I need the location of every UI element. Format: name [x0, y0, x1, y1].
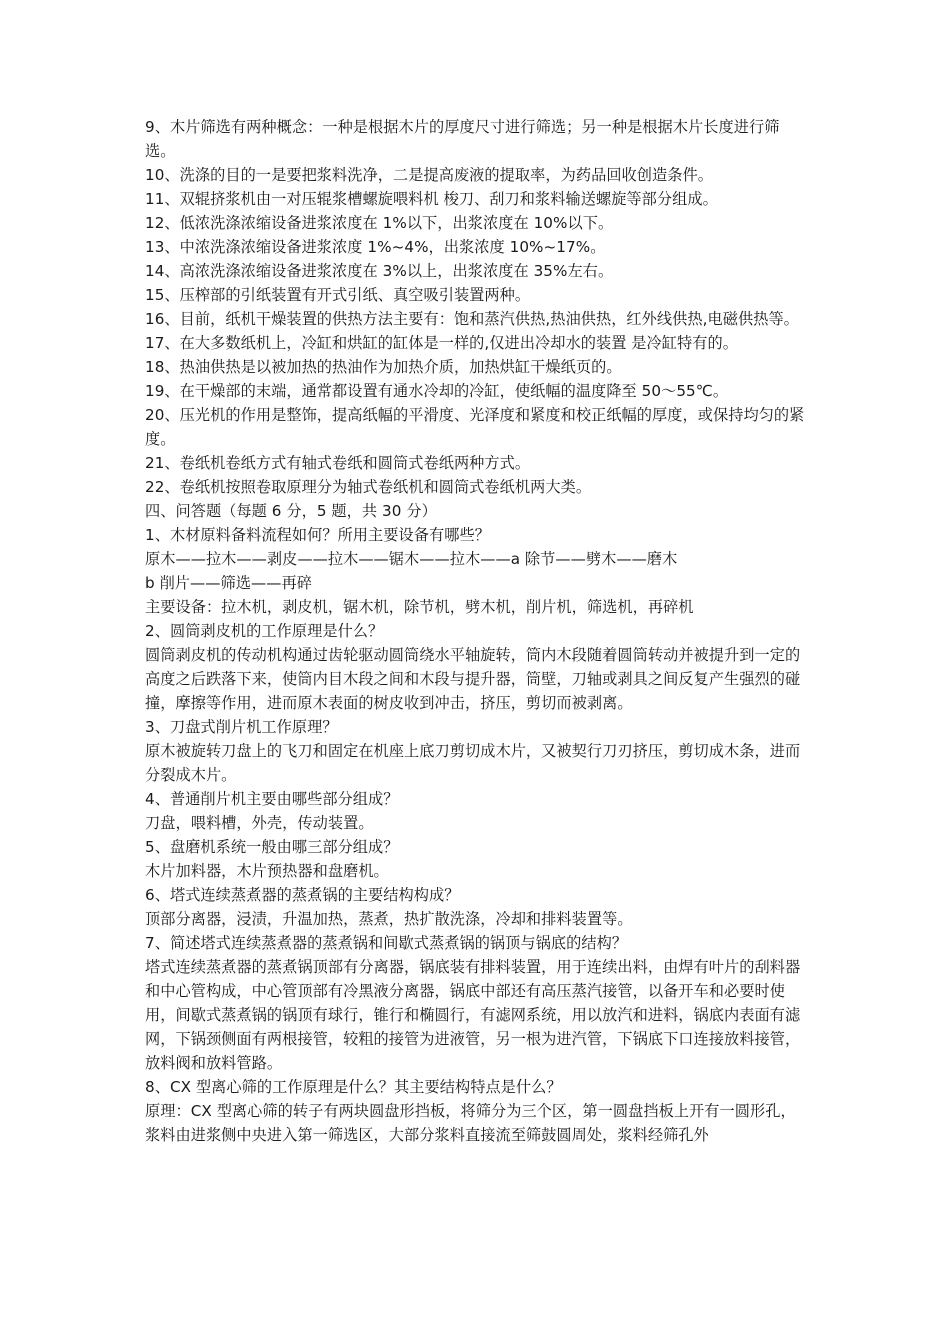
answer-2: 圆筒剥皮机的传动机构通过齿轮驱动圆筒绕水平轴旋转，筒内木段随着圆筒转动并被提升到一定的高度之后跌落下来，使筒内目木段之间和木段与提升器，筒壁，刀轴或剥具之间反复产生强烈的碰撞，摩擦等作用，进而原木表面的树皮收到冲击，挤压，剪切而被剥离。 [145, 646, 801, 712]
question-7: 7、简述塔式连续蒸煮器的蒸煮锅和间歇式蒸煮锅的锅顶与锅底的结构？ [145, 934, 628, 952]
question-2: 2、圆筒剥皮机的工作原理是什么？ [145, 622, 384, 640]
question-6: 6、塔式连续蒸煮器的蒸煮锅的主要结构构成？ [145, 886, 460, 904]
item-9: 9、木片筛选有两种概念：一种是根据木片的厚度尺寸进行筛选；另一种是根据木片长度进行筛选。 [145, 118, 780, 160]
answer-8: 原理：CX 型离心筛的转子有两块圆盘形挡板，将筛分为三个区，第一圆盘挡板上开有一圆形孔，浆料由进浆侧中央进入第一筛选区，大部分浆料直接流至筛鼓圆周处，浆料经筛孔外 [145, 1102, 796, 1144]
item-13: 13、中浓洗涤浓缩设备进浆浓度 1%~4%，出浆浓度 10%~17%。 [145, 238, 606, 256]
item-16: 16、目前，纸机干燥装置的供热方法主要有：饱和蒸汽供热,热油供热，红外线供热,电磁供热等。 [145, 310, 799, 328]
section-heading: 四、问答题（每题 6 分，5 题，共 30 分） [145, 502, 437, 520]
answer-1-flow-b: b 削片——筛选——再碎 [145, 574, 312, 592]
item-12: 12、低浓洗涤浓缩设备进浆浓度在 1%以下，出浆浓度在 10%以下。 [145, 214, 614, 232]
item-11: 11、双辊挤浆机由一对压辊浆槽螺旋喂料机 梭刀、刮刀和浆料输送螺旋等部分组成。 [145, 190, 718, 208]
question-1: 1、木材原料备料流程如何？所用主要设备有哪些？ [145, 526, 490, 544]
document-page [145, 115, 809, 1147]
answer-1-equipment: 主要设备：拉木机，剥皮机，锯木机，除节机，劈木机，削片机，筛选机，再碎机 [145, 598, 694, 616]
question-3: 3、刀盘式削片机工作原理？ [145, 718, 338, 736]
item-19: 19、在干燥部的末端，通常都设置有通水冷却的冷缸，使纸幅的温度降至 50～55℃。 [145, 382, 729, 400]
question-5: 5、盘磨机系统一般由哪三部分组成？ [145, 838, 399, 856]
item-14: 14、高浓洗涤浓缩设备进浆浓度在 3%以上，出浆浓度在 35%左右。 [145, 262, 614, 280]
answer-3: 原木被旋转刀盘上的飞刀和固定在机座上底刀剪切成木片，又被契行刀刃挤压，剪切成木条，进而分裂成木片。 [145, 742, 801, 784]
answer-7: 塔式连续蒸煮器的蒸煮锅顶部有分离器，锅底装有排料装置，用于连续出料，由焊有叶片的刮料器和中心管构成，中心管顶部有冷黑液分离器，锅底中部还有高压蒸汽接管，以备开车和必要时使用，间歇式蒸煮锅的锅顶有球行，锥行和椭圆行，有滤网系统，用以放汽和进料，锅底内表面有滤网，下锅颈侧面有两根接管，较粗的接管为进液管，另一根为进汽管，下锅底下口连接放料接管，放料阀和放料管路。 [145, 958, 801, 1072]
item-22: 22、卷纸机按照卷取原理分为轴式卷纸机和圆筒式卷纸机两大类。 [145, 478, 592, 496]
answer-4: 刀盘，喂料槽，外壳，传动装置。 [145, 814, 374, 832]
item-21: 21、卷纸机卷纸方式有轴式卷纸和圆筒式卷纸两种方式。 [145, 454, 531, 472]
item-20: 20、压光机的作用是整饰，提高纸幅的平滑度、光泽度和紧度和校正纸幅的厚度，或保持均匀的紧度。 [145, 406, 805, 448]
answer-5: 木片加料器，木片预热器和盘磨机。 [145, 862, 389, 880]
answer-1-flow-a: 原木——拉木——剥皮——拉木——锯木——拉木——a 除节——劈木——磨木 [145, 550, 678, 568]
item-17: 17、在大多数纸机上，冷缸和烘缸的缸体是一样的,仅进出冷却水的装置 是冷缸特有的。 [145, 334, 738, 352]
answer-6: 顶部分离器，浸渍，升温加热，蒸煮，热扩散洗涤，冷却和排料装置等。 [145, 910, 633, 928]
item-15: 15、压榨部的引纸装置有开式引纸、真空吸引装置两种。 [145, 286, 531, 304]
item-18: 18、热油供热是以被加热的热油作为加热介质，加热烘缸干燥纸页的。 [145, 358, 622, 376]
question-4: 4、普通削片机主要由哪些部分组成？ [145, 790, 399, 808]
question-8: 8、CX 型离心筛的工作原理是什么？其主要结构特点是什么？ [145, 1078, 562, 1096]
item-10: 10、洗涤的目的一是要把浆料洗净，二是提高废液的提取率，为药品回收创造条件。 [145, 166, 713, 184]
